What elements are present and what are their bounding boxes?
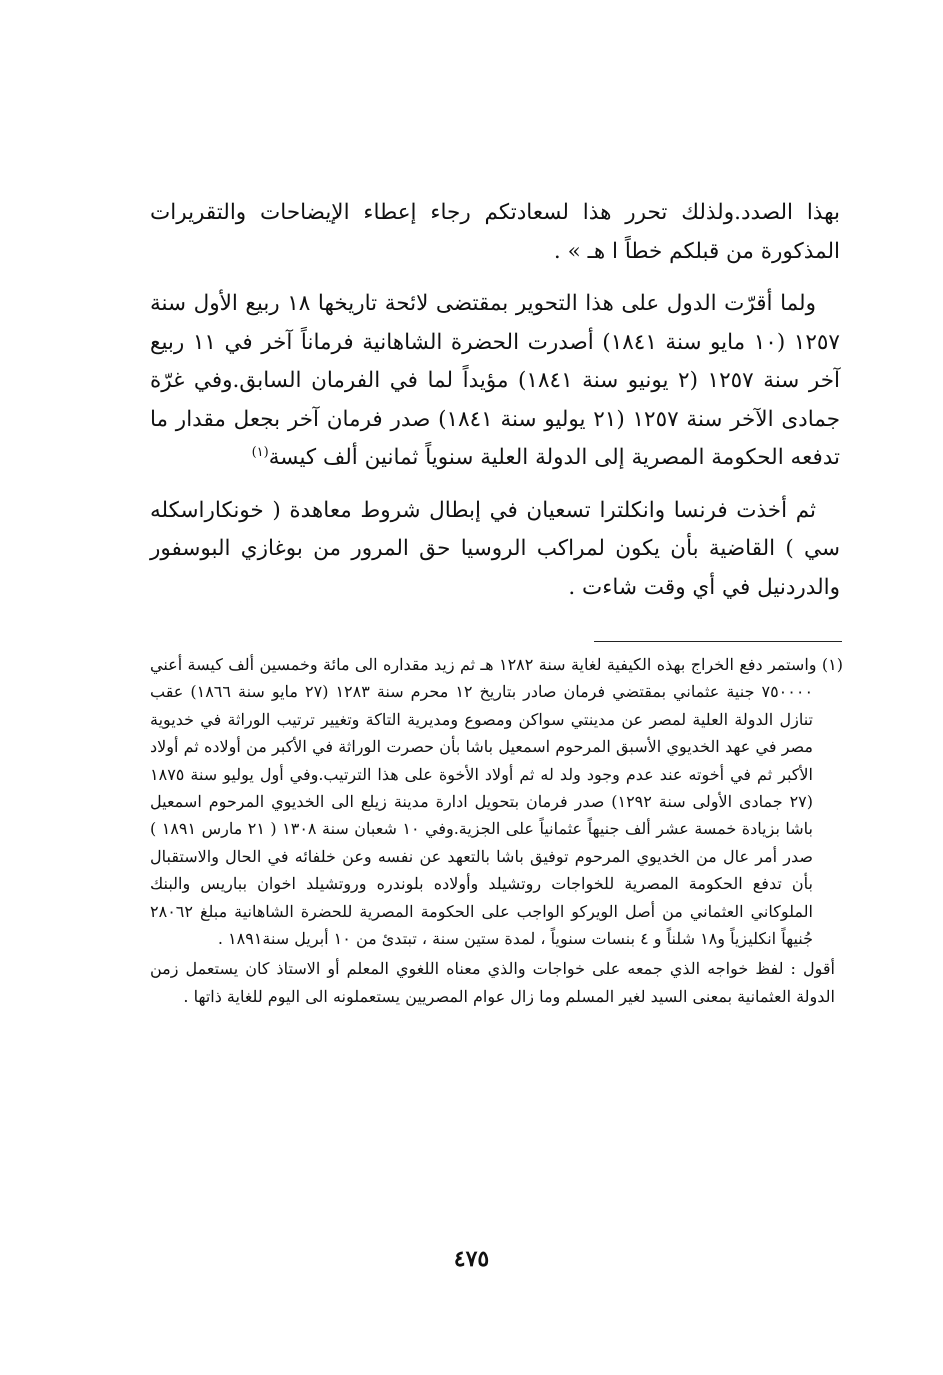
main-text (150, 194, 840, 607)
footnote-reference: (١) (251, 444, 269, 460)
paragraph-tribute (150, 285, 840, 478)
paragraph-tribute-text: ولما أقرّت الدول على هذا التحوير بمقتضى لائحة تاريخها ١٨ ربيع الأول سنة ١٢٥٧ (١٠ مايو سنة ١٨٤١) أصدرت الحضرة الشاهانية فرماناً آخر في ١١ ربيع آخر سنة ١٢٥٧ (٢ يونيو سنة ١٨٤١) مؤيداً لما في الفرمان السابق.وفي غرّة جمادى الآخر سنة ١٢٥٧ (٢١ يوليو سنة ١٨٤١) صدر فرمان آخر بجعل مقدار ما تدفعه الحكومة المصرية إلى الدولة العلية سنوياً ثمانين ألف كيسة (150, 291, 841, 470)
paragraph-continuation: بهذا الصدد.ولذلك تحرر هذا لسعادتكم رجاء إعطاء الإيضاحات والتقريرات المذكورة من قبلكم خطاً ا هـ » . (150, 200, 840, 264)
paragraph-treaty: ثم أخذت فرنسا وانكلترا تسعيان في إبطال شروط معاهدة ( خونكاراسكله سي ) القاضية بأن يكون لمراكب الروسيا حق المرور من بوغازي البوسفور والدردنيل في أي وقت شاءت . (150, 497, 840, 600)
footnote-separator (594, 641, 842, 642)
page-number: ٤٧٥ (453, 1246, 490, 1272)
footnote-1 (150, 651, 843, 952)
editor-note: أقول : لفظ خواجه الذي جمعه على خواجات والذي معناه اللغوي المعلم أو الاستاذ كان يستعمل زمن الدولة العثمانية بمعنى السيد لغير المسلم وما زال عوام المصريين يستعملونه الى اليوم للغاية ذاتها . (150, 959, 835, 1006)
footnote-1-marker: (١) (821, 655, 844, 674)
footnotes (150, 651, 843, 1010)
footnote-1-text: واستمر دفع الخراج بهذه الكيفية لغاية سنة ١٢٨٢ هـ ثم زيد مقداره الى مائة وخمسين ألف كيسة أعني ٧٥٠٠٠٠ جنية عثماني بمقتضي فرمان صادر بتاريخ ١٢ محرم سنة ١٢٨٣ (٢٧ مايو سنة ١٨٦٦) عقب تنازل الدولة العلية لمصر عن مدينتي سواكن ومصوع ومديرية التاكة وتغيير ترتيب الوراثة في خديوية مصر في عهد الخديوي الأسبق المرحوم اسمعيل باشا بأن حصرت الوراثة في الأكبر من أولاده ثم أولاد الأكبر ثم في أخوته عند عدم وجود ولد له ثم أولاد الأخوة على هذا الترتيب.وفي أول يوليو سنة ١٨٧٥ (٢٧ جمادى الأولى سنة ١٢٩٢) صدر فرمان بتحويل ادارة مدينة زيلع الى الخديوي المرحوم اسمعيل باشا بزيادة خمسة عشر ألف جنيهاً عثمانياً على الجزية.وفي ١٠ شعبان سنة ١٣٠٨ ( ٢١ مارس ١٨٩١ ) صدر أمر عال من الخديوي المرحوم توفيق باشا بالتعهد عن نفسه وعن خلفائه في الحال والاستقبال بأن تدفع الحكومة المصرية للخواجات روتشيلد وأولاده بلوندره وروتشيلد اخوان بباريس والبنك الملوكاني العثماني من أصل الويركو الواجب على الحكومة المصرية للحضرة الشاهانية مبلغ ٢٨٠٦٢ جُنيهاً انكليزياً و١٨ شلناً و ٤ بنسات سنوياً ، لمدة ستين سنة ، تبتدئ من ١٠ أبريل سنة١٨٩١ . (150, 655, 817, 949)
